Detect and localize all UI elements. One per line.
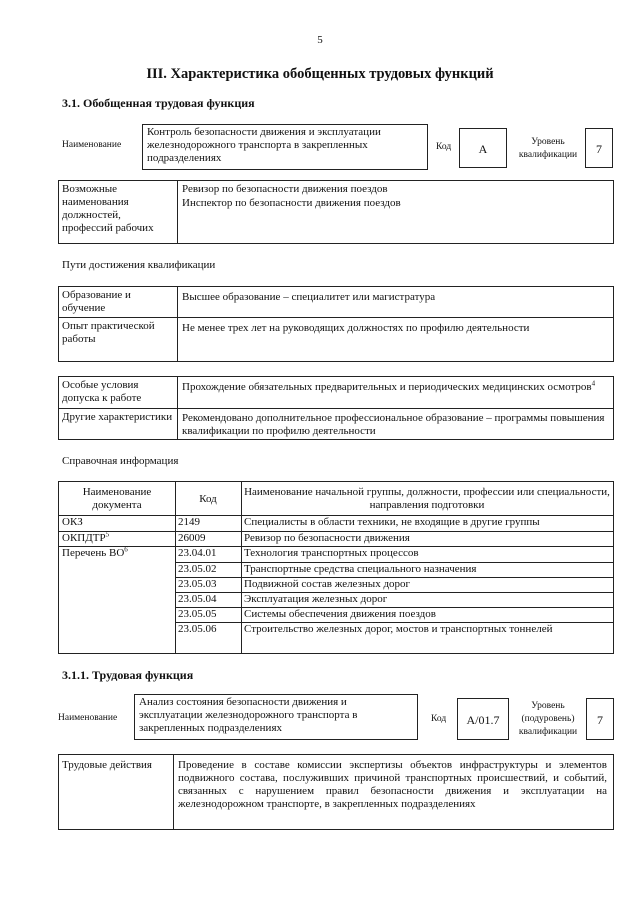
actions-value: Проведение в составе комиссии экспертизы объектов инфраструктуры и элементов подвижного состава, послуживших причиной транспортных происшествий, и событий, связанных с нарушением правил безопасности движения и эксплуатации на железнодорожном транспорте, в закрепленных подразделениях: [178, 759, 607, 810]
positions-item-2: Инспектор по безопасности движения поездов: [182, 197, 401, 209]
vo-code: 23.04.01: [178, 547, 217, 559]
paths-table: [58, 286, 614, 362]
paths-heading: Пути достижения квалификации: [62, 259, 216, 271]
gtf-level-value: 7: [596, 142, 602, 156]
gtf-level-box: [585, 128, 613, 168]
vo-code: 23.05.06: [178, 623, 217, 635]
vo-footnote: 6: [124, 545, 128, 554]
reference-table: [58, 481, 614, 654]
vo-name: Транспортные средства специального назначения: [244, 563, 477, 575]
tf-name-value: Анализ состояния безопасности движения и эксплуатации железнодорожного транспорта в закрепленных подразделениях: [139, 696, 358, 734]
tf-name-label: Наименование: [58, 713, 118, 723]
okpdtr-name: Ревизор по безопасности движения: [244, 532, 410, 544]
vo-name: Технология транспортных процессов: [244, 547, 419, 559]
okpdtr-doc: ОКПДТР$^5$: [62, 530, 110, 544]
gtf-name-value: Контроль безопасности движения и эксплуатации железнодорожного транспорта в закрепленных подразделениях: [147, 126, 381, 164]
gtf-code-value: А: [478, 142, 488, 156]
positions-table: [58, 180, 614, 244]
gtf-name-label: Наименование: [62, 140, 122, 150]
actions-label: Трудовые действия: [62, 759, 152, 771]
page-number: 5: [317, 34, 323, 46]
col-code-header: Код: [199, 493, 217, 505]
vo-code: 23.05.04: [178, 593, 217, 605]
other-label: Другие характеристики: [62, 411, 173, 423]
tf-name-box: [134, 694, 418, 740]
conditions-table: [58, 376, 614, 440]
gtf-heading: 3.1. Обобщенная трудовая функция: [62, 96, 255, 110]
tf-level-box: [586, 698, 614, 740]
vo-name: Системы обеспечения движения поездов: [244, 608, 436, 620]
gtf-code-label: Код: [436, 142, 452, 152]
special-label: Особые условия допуска к работе: [62, 379, 142, 404]
tf-code-value: А/01.7: [466, 713, 500, 727]
okpdtr-code: 26009: [178, 532, 206, 544]
positions-label: Возможные наименования должностей, профессий рабочих: [62, 183, 154, 234]
okpdtr-footnote: 5: [105, 530, 110, 539]
okz-code: 2149: [178, 516, 200, 528]
experience-value: Не менее трех лет на руководящих должностях по профилю деятельности: [182, 322, 530, 334]
tf-level-value: 7: [597, 713, 603, 727]
tf-code-label: Код: [431, 714, 447, 724]
section-title: III. Характеристика обобщенных трудовых функций: [146, 66, 494, 82]
education-label: Образование и обучение: [62, 289, 131, 314]
col-doc-header: Наименование документа: [82, 486, 152, 511]
gtf-name-box: [142, 124, 428, 170]
vo-code: 23.05.03: [178, 578, 217, 590]
tf-level-label: Уровень (подуровень) квалификации: [518, 701, 578, 737]
reference-heading: Справочная информация: [62, 455, 179, 467]
col-name-header: Наименование начальной группы, должности, профессии или специальности, направления подготовки: [244, 486, 610, 511]
experience-label: Опыт практической работы: [62, 320, 155, 345]
actions-table: [58, 754, 614, 830]
tf-code-box: [457, 698, 509, 740]
vo-name: Подвижной состав железных дорог: [244, 578, 411, 590]
special-value: Прохождение обязательных предварительных и периодических медицинских осмотров$^4$: [182, 379, 596, 393]
special-footnote: 4: [591, 379, 596, 388]
positions-item-1: Ревизор по безопасности движения поездов: [182, 183, 388, 195]
tf-heading: 3.1.1. Трудовая функция: [62, 668, 194, 682]
vo-name: Строительство железных дорог, мостов и транспортных тоннелей: [244, 623, 553, 635]
gtf-level-label: Уровень квалификации: [518, 137, 578, 160]
okz-doc: ОКЗ: [62, 516, 83, 528]
okz-name: Специалисты в области техники, не входящие в другие группы: [244, 516, 540, 528]
vo-code: 23.05.05: [178, 608, 217, 620]
vo-doc: Перечень $ВО^6$: [62, 545, 128, 559]
vo-name: Эксплуатация железных дорог: [244, 593, 388, 605]
education-value: Высшее образование – специалитет или магистратура: [182, 291, 436, 303]
vo-code: 23.05.02: [178, 563, 217, 575]
other-value: Рекомендовано дополнительное профессиональное образование – программы повышения квалификации по профилю деятельности: [182, 412, 605, 437]
gtf-code-box: [459, 128, 507, 168]
